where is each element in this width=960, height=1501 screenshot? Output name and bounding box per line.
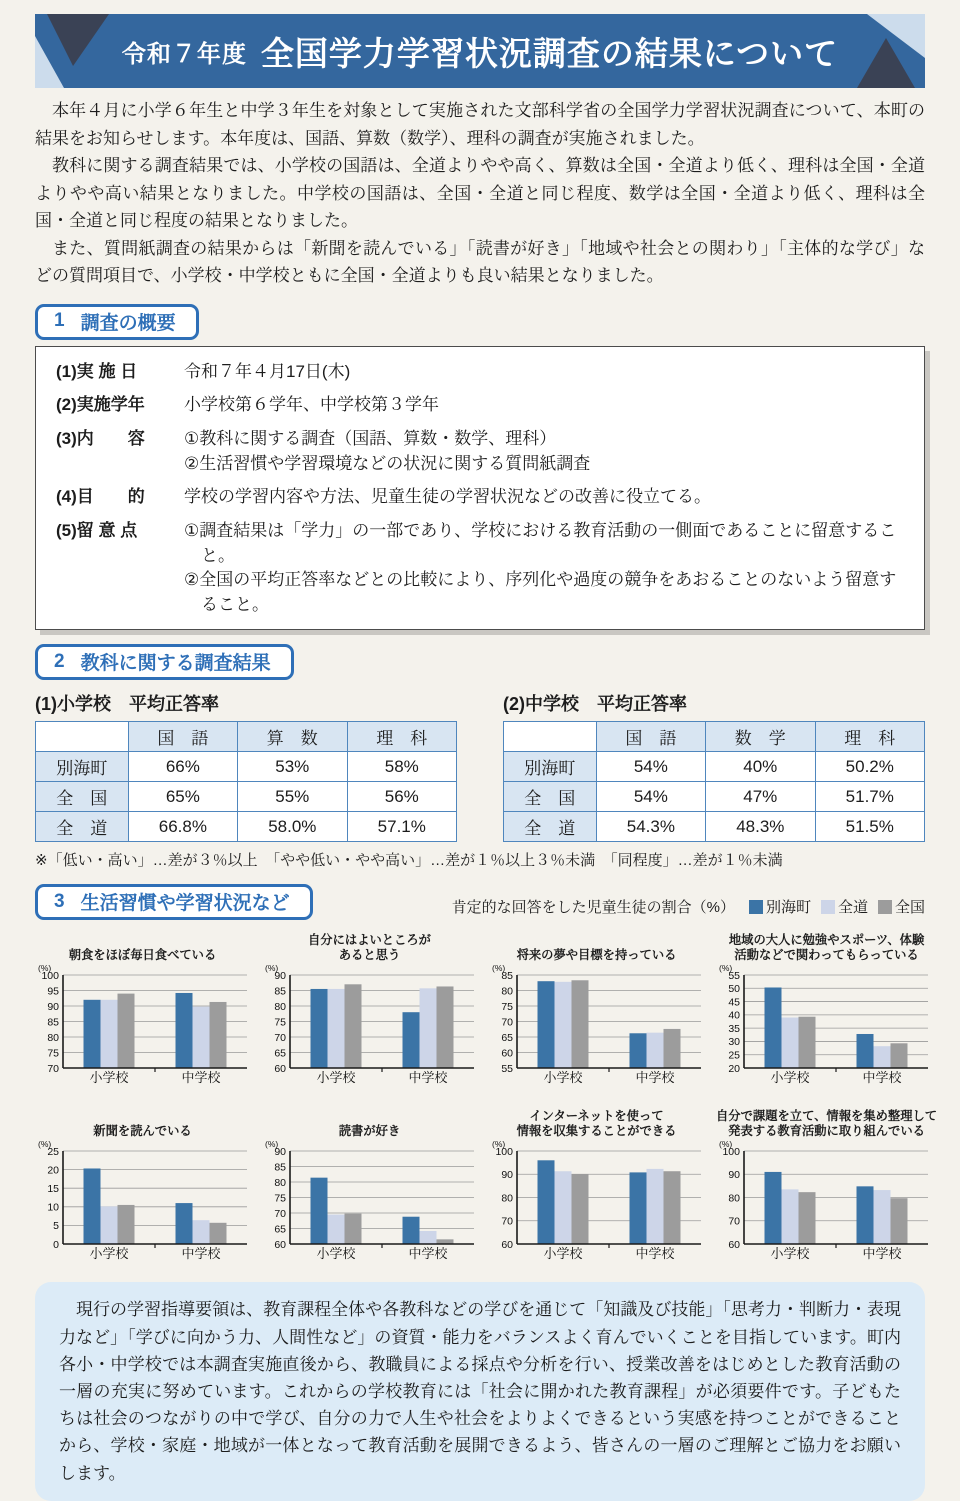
overview-row-value xyxy=(184,519,906,618)
bar-別海町 xyxy=(84,1000,101,1068)
table-cell: 54% xyxy=(596,752,705,782)
x-category-label: 中学校 xyxy=(862,1070,902,1086)
table-row xyxy=(504,782,925,812)
y-tick-label: 90 xyxy=(501,1169,513,1182)
table-column-header: 数 学 xyxy=(706,722,815,752)
bar-全道 xyxy=(555,1172,572,1245)
chart-title xyxy=(716,1104,937,1139)
score-table xyxy=(35,721,457,842)
table-column-header: 国 語 xyxy=(128,722,237,752)
chart-title xyxy=(489,1104,704,1139)
x-category-label: 中学校 xyxy=(635,1070,675,1086)
bar-全国 xyxy=(210,1002,227,1068)
overview-row-value xyxy=(184,485,906,510)
bar-別海町 xyxy=(630,1034,647,1069)
bar-別海町 xyxy=(84,1169,101,1245)
legend-item xyxy=(749,896,811,917)
bar-全道 xyxy=(193,1221,210,1245)
chart xyxy=(35,1104,250,1266)
chart-title-line: 地域の大人に勉強やスポーツ、体験 xyxy=(728,933,925,948)
overview-row-label: (2)実施学年 xyxy=(56,395,145,415)
banner-dark-triangle-left-icon xyxy=(47,14,109,66)
bar-全道 xyxy=(782,1190,799,1245)
x-category-label: 小学校 xyxy=(543,1070,583,1086)
bar-全道 xyxy=(420,1231,437,1244)
table-cell: 55% xyxy=(238,782,347,812)
section1-header-row xyxy=(35,304,925,340)
bar-全国 xyxy=(664,1029,681,1068)
x-category-label: 中学校 xyxy=(862,1246,902,1262)
chart-title-line: 読書が好き xyxy=(338,1124,401,1139)
y-tick-label: 70 xyxy=(274,1032,286,1045)
y-tick-label: 80 xyxy=(501,1192,513,1205)
overview-value-line: 小学校第６学年、中学校第３学年 xyxy=(184,395,439,415)
overview-row-label: (5)留 意 点 xyxy=(56,520,138,540)
y-tick-label: 75 xyxy=(274,1192,286,1205)
chart xyxy=(489,928,704,1090)
bar-別海町 xyxy=(538,1161,555,1245)
overview-row-value xyxy=(184,393,906,418)
chart xyxy=(262,928,477,1090)
y-tick-label: 5 xyxy=(53,1220,59,1233)
overview-row xyxy=(56,393,906,418)
y-tick-label: 85 xyxy=(274,1161,286,1174)
bar-全国 xyxy=(799,1017,816,1068)
y-tick-label: 50 xyxy=(728,983,740,996)
x-category-label: 小学校 xyxy=(770,1246,810,1262)
bar-chart-plot xyxy=(262,1139,477,1261)
table-cell: 53% xyxy=(238,752,347,782)
score-tables xyxy=(35,690,925,842)
x-category-label: 小学校 xyxy=(770,1070,810,1086)
bar-全国 xyxy=(799,1193,816,1245)
table-cell: 51.5% xyxy=(815,812,924,842)
table-column-header: 算 数 xyxy=(238,722,347,752)
chart-title xyxy=(262,1104,477,1139)
y-tick-label: 45 xyxy=(728,996,740,1009)
chart-title-line: 発表する教育活動に取り組んでいる xyxy=(728,1124,925,1139)
section2-title: 教科に関する調査結果 xyxy=(80,653,271,675)
elementary-table-title: (1)小学校 平均正答率 xyxy=(35,694,219,715)
overview-row xyxy=(56,360,906,385)
y-tick-label: 70 xyxy=(501,1216,513,1229)
bar-全国 xyxy=(891,1199,908,1245)
table-row-header: 別海町 xyxy=(504,752,597,782)
chart-title-line: 自分にはよいところが xyxy=(308,933,431,948)
y-tick-label: 80 xyxy=(274,1177,286,1190)
table-cell: 48.3% xyxy=(706,812,815,842)
score-table xyxy=(503,721,925,842)
y-tick-label: 85 xyxy=(274,985,286,998)
bar-全道 xyxy=(193,1007,210,1068)
y-tick-label: 90 xyxy=(728,1169,740,1182)
y-tick-label: 90 xyxy=(47,1001,59,1014)
overview-row xyxy=(56,427,906,476)
bar-全国 xyxy=(437,987,454,1069)
chart-title-line: 自分で課題を立て、情報を集め整理して xyxy=(716,1109,938,1124)
legend-label: 全道 xyxy=(837,899,868,917)
bar-別海町 xyxy=(176,1204,193,1245)
bar-別海町 xyxy=(176,993,193,1068)
legend-caption: 肯定的な回答をした児童生徒の割合（%） xyxy=(451,899,735,917)
y-axis-unit-label: (%) xyxy=(719,963,733,974)
chart-title-line: 将来の夢や目標を持っている xyxy=(516,948,677,963)
y-tick-label: 100 xyxy=(722,1146,740,1159)
y-tick-label: 100 xyxy=(41,970,59,983)
intro-paragraph-3: また、質問紙調査の結果からは「新聞を読んでいる」「読書が好き」「地域や社会との関わり」「主体的な学び」などの質問項目で、小学校・中学校ともに全国・全道よりも良い結果となりました。 xyxy=(35,238,925,286)
y-tick-label: 15 xyxy=(47,1183,59,1196)
chart-title xyxy=(716,928,937,963)
bar-全道 xyxy=(328,989,345,1068)
table-corner-cell xyxy=(36,722,129,752)
table-row xyxy=(504,812,925,842)
y-tick-label: 100 xyxy=(495,1146,513,1159)
legend-swatch-icon xyxy=(878,900,892,914)
legend-swatch-icon xyxy=(749,900,763,914)
y-tick-label: 60 xyxy=(501,1239,513,1252)
bar-別海町 xyxy=(311,989,328,1068)
bar-別海町 xyxy=(403,1217,420,1244)
y-tick-label: 70 xyxy=(274,1208,286,1221)
y-tick-label: 75 xyxy=(274,1016,286,1029)
legend-item xyxy=(821,896,868,917)
bar-全国 xyxy=(345,1214,362,1244)
chart xyxy=(262,1104,477,1266)
bar-全国 xyxy=(891,1044,908,1069)
bar-別海町 xyxy=(857,1034,874,1068)
intro-text xyxy=(35,97,925,290)
chart-title xyxy=(489,928,704,963)
overview-row-label: (4)目 的 xyxy=(56,487,145,507)
y-tick-label: 25 xyxy=(47,1146,59,1159)
table-cell: 66% xyxy=(128,752,237,782)
chart-title-line: 新聞を読んでいる xyxy=(93,1124,192,1139)
bar-全道 xyxy=(782,1018,799,1068)
y-tick-label: 20 xyxy=(47,1164,59,1177)
banner-dark-triangle-right-icon xyxy=(857,38,915,88)
x-category-label: 小学校 xyxy=(89,1246,129,1262)
legend-item xyxy=(878,896,925,917)
bar-全道 xyxy=(647,1169,664,1244)
y-tick-label: 10 xyxy=(47,1202,59,1215)
table-row xyxy=(36,752,457,782)
y-tick-label: 70 xyxy=(501,1016,513,1029)
y-tick-label: 0 xyxy=(53,1239,59,1252)
table-cell: 50.2% xyxy=(815,752,924,782)
chart-title xyxy=(262,928,477,963)
y-tick-label: 30 xyxy=(728,1036,740,1049)
table-cell: 65% xyxy=(128,782,237,812)
intro-paragraph-2: 教科に関する調査結果では、小学校の国語は、全道よりやや高く、算数は全国・全道より低く、理科は全国・全道よりやや高い結果となりました。中学校の国語は、全国・全道と同じ程度、数学は全国・全道より低く、理科は全国・全道と同じ程度の結果となりました。 xyxy=(35,156,925,231)
overview-value-line: ①教科に関する調査（国語、算数・数学、理科） xyxy=(184,429,557,448)
table-cell: 66.8% xyxy=(128,812,237,842)
x-category-label: 中学校 xyxy=(181,1246,221,1262)
y-axis-unit-label: (%) xyxy=(492,963,506,974)
overview-row xyxy=(56,519,906,618)
bar-別海町 xyxy=(538,982,555,1069)
bar-全道 xyxy=(555,982,572,1068)
bar-別海町 xyxy=(857,1187,874,1245)
y-tick-label: 60 xyxy=(728,1239,740,1252)
overview-row-label: (1)実 施 日 xyxy=(56,361,138,381)
overview-row-value xyxy=(184,427,906,476)
table-cell: 54.3% xyxy=(596,812,705,842)
legend-label: 全国 xyxy=(894,899,925,917)
y-axis-unit-label: (%) xyxy=(492,1139,506,1150)
y-tick-label: 80 xyxy=(728,1192,740,1205)
section2-header xyxy=(35,644,294,680)
y-tick-label: 80 xyxy=(47,1032,59,1045)
bar-全国 xyxy=(118,994,135,1068)
charts-grid xyxy=(35,928,938,1266)
table-cell: 57.1% xyxy=(347,812,456,842)
y-tick-label: 65 xyxy=(274,1223,286,1236)
y-tick-label: 40 xyxy=(728,1010,740,1023)
x-category-label: 中学校 xyxy=(408,1246,448,1262)
overview-value-line: 令和７年４月17日(木) xyxy=(184,361,351,381)
x-category-label: 小学校 xyxy=(316,1070,356,1086)
bar-chart-plot xyxy=(262,963,477,1085)
section2-header-row xyxy=(35,644,925,680)
x-category-label: 中学校 xyxy=(635,1246,675,1262)
x-category-label: 小学校 xyxy=(89,1070,129,1086)
y-tick-label: 90 xyxy=(274,970,286,983)
y-tick-label: 85 xyxy=(47,1016,59,1029)
bar-chart-plot xyxy=(489,1139,704,1261)
y-tick-label: 55 xyxy=(728,970,740,983)
x-category-label: 小学校 xyxy=(316,1246,356,1262)
bar-全国 xyxy=(572,981,589,1069)
bar-別海町 xyxy=(765,988,782,1069)
bar-chart-plot xyxy=(35,1139,250,1261)
chart-title-line: 情報を収集することができる xyxy=(516,1124,677,1139)
y-tick-label: 60 xyxy=(501,1047,513,1060)
bar-全道 xyxy=(874,1047,891,1069)
y-tick-label: 60 xyxy=(274,1063,286,1076)
legend-label: 別海町 xyxy=(765,899,811,917)
section2-number: 2 xyxy=(54,650,65,672)
elementary-table-block xyxy=(35,690,457,842)
y-tick-label: 65 xyxy=(274,1047,286,1060)
bar-別海町 xyxy=(765,1172,782,1244)
table-cell: 58.0% xyxy=(238,812,347,842)
y-axis-unit-label: (%) xyxy=(38,1139,52,1150)
bar-全道 xyxy=(101,1000,118,1068)
intro-paragraph-1: 本年４月に小学６年生と中学３年生を対象として実施された文部科学省の全国学力学習状況調査について、本町の結果をお知らせします。本年度は、国語、算数（数学）、理科の調査が実施されました。 xyxy=(35,101,925,148)
bar-全国 xyxy=(210,1223,227,1244)
y-tick-label: 35 xyxy=(728,1023,740,1036)
bar-全道 xyxy=(328,1215,345,1244)
y-axis-unit-label: (%) xyxy=(265,1139,279,1150)
title-banner xyxy=(35,14,925,88)
table-row-header: 全 国 xyxy=(504,782,597,812)
table-cell: 54% xyxy=(596,782,705,812)
bar-全国 xyxy=(572,1175,589,1245)
y-tick-label: 90 xyxy=(274,1146,286,1159)
junior-table-title: (2)中学校 平均正答率 xyxy=(503,694,687,715)
page-title: 全国学力学習状況調査の結果について xyxy=(260,34,839,72)
chart-title-line: あると思う xyxy=(338,948,401,963)
y-axis-unit-label: (%) xyxy=(265,963,279,974)
overview-value-line: ②全国の平均正答率などとの比較により、序列化や過度の競争をあおることのないよう留意すること。 xyxy=(184,570,897,614)
section1-number: 1 xyxy=(54,310,65,332)
table-cell: 40% xyxy=(706,752,815,782)
x-category-label: 小学校 xyxy=(543,1246,583,1262)
bar-全道 xyxy=(420,989,437,1069)
table-row xyxy=(504,752,925,782)
table-cell: 51.7% xyxy=(815,782,924,812)
overview-row xyxy=(56,485,906,510)
y-tick-label: 80 xyxy=(274,1001,286,1014)
bar-全道 xyxy=(101,1207,118,1245)
charts-legend xyxy=(749,896,925,917)
chart-title xyxy=(35,928,250,963)
table-row-header: 全 国 xyxy=(36,782,129,812)
overview-row-label: (3)内 容 xyxy=(56,429,145,448)
table-column-header: 理 科 xyxy=(347,722,456,752)
chart xyxy=(716,928,937,1090)
chart-title-line: 活動などで関わってもらっている xyxy=(734,948,919,963)
x-category-label: 中学校 xyxy=(181,1070,221,1086)
fiscal-year-label: 令和７年度 xyxy=(121,40,247,68)
table-column-header: 理 科 xyxy=(815,722,924,752)
y-tick-label: 70 xyxy=(47,1063,59,1076)
y-tick-label: 65 xyxy=(501,1032,513,1045)
table-row xyxy=(36,782,457,812)
bar-chart-plot xyxy=(716,963,931,1085)
y-tick-label: 55 xyxy=(501,1063,513,1076)
section3-header-row xyxy=(35,884,925,920)
bar-chart-plot xyxy=(716,1139,931,1261)
overview-value-line: 学校の学習内容や方法、児童生徒の学習状況などの改善に役立てる。 xyxy=(184,487,711,507)
table-row xyxy=(36,812,457,842)
bar-chart-plot xyxy=(35,963,250,1085)
overview-value-line: ①調査結果は「学力」の一部であり、学校における教育活動の一側面であることに留意すること。 xyxy=(184,520,897,565)
y-axis-unit-label: (%) xyxy=(38,963,52,974)
bar-別海町 xyxy=(403,1013,420,1069)
table-row-header: 全 道 xyxy=(504,812,597,842)
y-tick-label: 70 xyxy=(728,1216,740,1229)
chart xyxy=(35,928,250,1090)
score-table-note: ※「低い・高い」…差が３％以上 「やや低い・やや高い」…差が１％以上３％未満 「同程度」…差が１％未満 xyxy=(35,852,783,870)
bar-全道 xyxy=(874,1191,891,1245)
chart xyxy=(489,1104,704,1266)
bar-全国 xyxy=(345,985,362,1069)
table-row-header: 全 道 xyxy=(36,812,129,842)
y-tick-label: 75 xyxy=(501,1001,513,1014)
overview-value-line: ②生活習慣や学習環境などの状況に関する質問紙調査 xyxy=(184,453,591,473)
legend-swatch-icon xyxy=(821,900,835,914)
y-tick-label: 80 xyxy=(501,985,513,998)
chart xyxy=(716,1104,937,1266)
section1-title: 調査の概要 xyxy=(80,312,176,334)
banner-pale-triangle-right-icon xyxy=(867,14,925,58)
y-tick-label: 95 xyxy=(47,985,59,998)
table-row-header: 別海町 xyxy=(36,752,129,782)
charts-legend-line xyxy=(452,896,925,920)
y-tick-label: 60 xyxy=(274,1239,286,1252)
overview-row-value xyxy=(184,360,906,385)
bar-chart-plot xyxy=(489,963,704,1085)
table-corner-cell xyxy=(504,722,597,752)
chart-title xyxy=(35,1104,250,1139)
section3-header xyxy=(35,884,313,920)
chart-title-line: インターネットを使って xyxy=(529,1109,664,1124)
section3-number: 3 xyxy=(54,890,65,912)
elementary-score-table xyxy=(35,721,457,842)
y-axis-unit-label: (%) xyxy=(719,1139,733,1150)
section3-title: 生活習慣や学習状況など xyxy=(80,893,290,915)
bar-別海町 xyxy=(311,1178,328,1244)
bar-全国 xyxy=(118,1205,135,1244)
y-tick-label: 25 xyxy=(728,1049,740,1062)
y-tick-label: 85 xyxy=(501,970,513,983)
table-cell: 58% xyxy=(347,752,456,782)
section1-header xyxy=(35,304,199,340)
y-tick-label: 20 xyxy=(728,1063,740,1076)
bar-別海町 xyxy=(630,1173,647,1245)
closing-message-box xyxy=(35,1282,925,1500)
y-tick-label: 75 xyxy=(47,1047,59,1060)
table-cell: 47% xyxy=(706,782,815,812)
table-column-header: 国 語 xyxy=(596,722,705,752)
junior-table-block xyxy=(503,690,925,842)
junior-score-table xyxy=(503,721,925,842)
chart-title-line: 朝食をほぼ毎日食べている xyxy=(68,948,217,963)
survey-overview-box xyxy=(35,346,925,631)
bar-全道 xyxy=(647,1033,664,1068)
x-category-label: 中学校 xyxy=(408,1070,448,1086)
bar-全国 xyxy=(664,1172,681,1245)
closing-message-text: 現行の学習指導要領は、教育課程全体や各教科などの学びを通じて「知識及び技能」「思考力・判断力・表現力など」「学びに向かう力、人間性など」の資質・能力をバランスよく育んでいくことを目指しています。町内各小・中学校では本調査実施直後から、教職員による採点や分析を行い、授業改善をはじめとした教育活動の一層の充実に努めています。これからの学校教育には「社会に開かれた教育課程」が必須要件です。子どもたちは社会のつながりの中で学び、自分の力で人生や社会をよりよくできるという実感を持つことができることから、学校・家庭・地域が一体となって教育活動を展開できるよう、皆さんの一層のご理解とご協力をお願いします。 xyxy=(59,1300,901,1483)
table-cell: 56% xyxy=(347,782,456,812)
